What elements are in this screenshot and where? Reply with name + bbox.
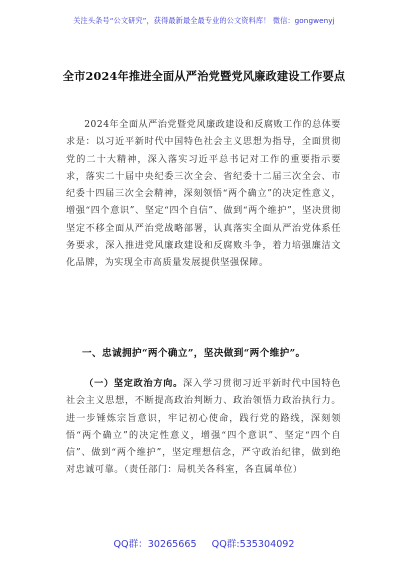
section-heading: 一、忠诚拥护“两个确立”，坚决做到“两个维护”。 <box>82 348 306 359</box>
intro-text: 2024年全面从严治党暨党风廉政建设和反腐败工作的总体要求是：以习近平新时代中国特色社会主义思想为指导，全面贯彻党的二十大精神，深入落实习近平总书记对工作的重要指示要求，落实二十届中央纪委三次全会、省纪委十二届三次全会、市纪委十四届三次全会精神，深刻领悟“两个确立”的决定性意义，增强“四个意识”、坚定“四个自信”、做到“两个维护”，坚决贯彻坚定不移全面从严治党战略部署，认真落实全面从严治党体系任务要求，深入推进党风廉政建设和反腐败斗争，着力培强廉洁文化品牌，为实现全市高质量发展提供坚强保障。 <box>66 120 341 269</box>
document-title: 全市2024年推进全面从严治党暨党风廉政建设工作要点 <box>62 69 346 83</box>
qq-group-2: QQ群:535304092 <box>211 539 295 550</box>
header-banner: 关注头条号“公文研究”，获得最新最全最专业的公文资料库！ 微信：gongwenyj <box>73 16 335 25</box>
item-paragraph <box>66 375 341 480</box>
item-text-block <box>66 375 341 480</box>
item-lead: （一）坚定政治方向。 <box>84 378 184 389</box>
qq-group-1: QQ群：30265665 <box>113 539 197 550</box>
intro-paragraph <box>66 117 341 273</box>
footer-contact <box>0 536 408 550</box>
item-text: 深入学习贯彻习近平新时代中国特色社会主义思想，不断提高政治判断力、政治领悟力政治执行力。进一步锤炼宗旨意识，牢记初心使命，践行党的路线，深刻领悟“两个确立”的决定性意义，增强“四个意识”、坚定“四个自信”、做到“两个维护”，坚定理想信念，严守政治纪律，做到绝对忠诚可靠。（责任部门：局机关各科室，各直属单位） <box>66 379 341 476</box>
